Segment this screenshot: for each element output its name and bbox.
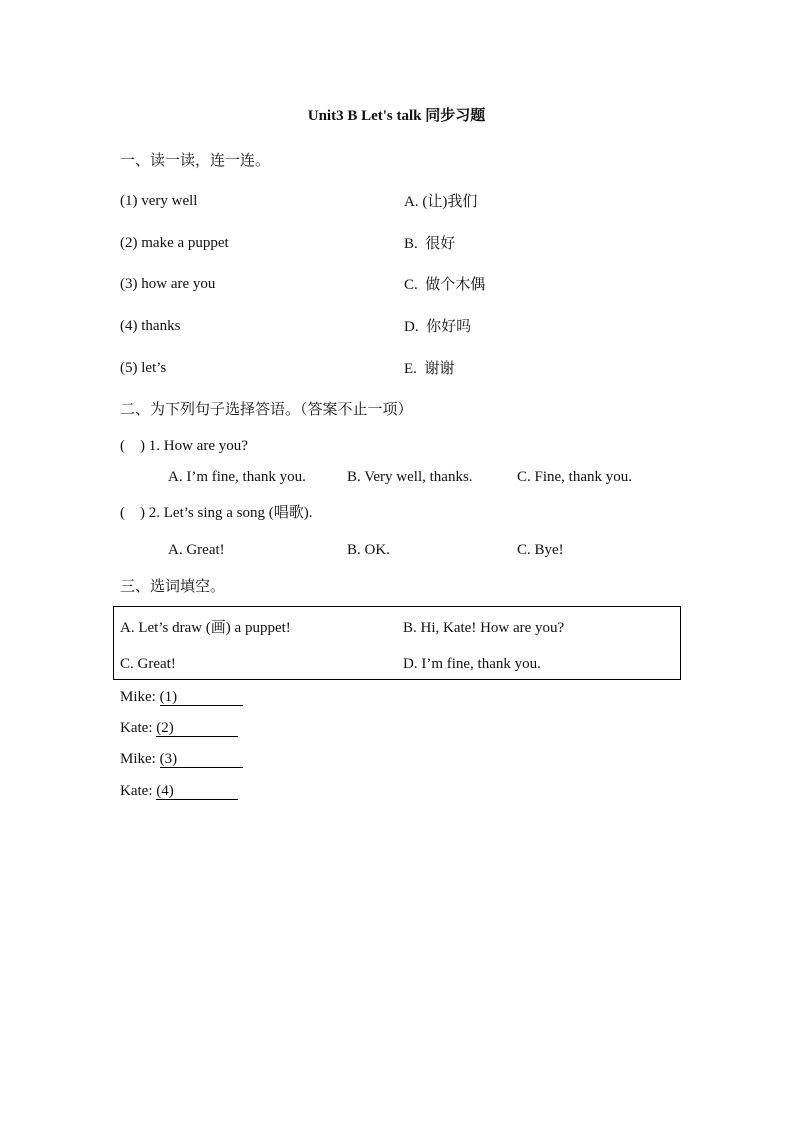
match-left-item: (1) very well	[120, 193, 198, 209]
match-right-item	[404, 192, 477, 211]
match-right-item	[404, 317, 471, 336]
blank-number: (4)	[156, 783, 174, 799]
match-right-letter: D.	[404, 319, 419, 335]
question-text: 2. Let’s sing a song (唱歌).	[148, 505, 313, 521]
match-right-letter: E.	[404, 361, 417, 377]
option-b: B. Very well, thanks.	[347, 469, 473, 485]
match-right-text: 做个木偶	[425, 275, 486, 293]
answer-blank[interactable]	[160, 688, 243, 706]
word-bank-item: C. Great!	[120, 656, 176, 672]
match-right-item	[404, 359, 454, 378]
question-1	[120, 437, 248, 455]
option-c: C. Bye!	[517, 542, 564, 558]
speaker-label: Mike:	[120, 751, 156, 767]
option-c: C. Fine, thank you.	[517, 469, 632, 485]
match-right-text: 很好	[425, 234, 456, 252]
dialogue-line	[120, 782, 238, 800]
word-bank-box	[113, 606, 681, 680]
word-bank-item: A. Let’s draw (画) a puppet!	[120, 620, 291, 636]
answer-blank[interactable]	[156, 719, 238, 737]
speaker-label: Kate:	[120, 720, 153, 736]
match-left-item: (4) thanks	[120, 318, 181, 334]
option-a: A. I’m fine, thank you.	[168, 469, 306, 485]
match-left-item: (5) let’s	[120, 360, 167, 376]
match-right-item	[404, 234, 455, 253]
match-right-item	[404, 275, 485, 294]
answer-blank[interactable]	[156, 782, 238, 800]
match-right-text: 谢谢	[424, 359, 455, 377]
section1-heading: 一、读一读，连一连。	[120, 151, 271, 169]
answer-paren[interactable]: ( )	[120, 438, 145, 454]
dialogue-line	[120, 750, 243, 768]
match-right-text: 我们	[447, 192, 478, 210]
blank-number: (2)	[156, 720, 174, 736]
question-text: 1. How are you?	[148, 438, 248, 454]
blank-number: (3)	[159, 751, 178, 767]
match-left-item: (2) make a puppet	[120, 235, 229, 251]
section2-heading: 二、为下列句子选择答语。（答案不止一项）	[120, 400, 413, 418]
option-a: A. Great!	[168, 542, 225, 558]
dialogue-line	[120, 719, 238, 737]
speaker-label: Mike:	[120, 689, 156, 705]
match-left-item: (3) how are you	[120, 276, 216, 292]
dialogue-line	[120, 688, 243, 706]
match-right-letter: B.	[404, 236, 418, 252]
blank-number: (1)	[159, 689, 178, 705]
answer-blank[interactable]	[160, 750, 243, 768]
speaker-label: Kate:	[120, 783, 153, 799]
answer-paren[interactable]: ( )	[120, 505, 145, 521]
page-title: Unit3 B Let's talk 同步习题	[307, 108, 486, 124]
word-bank-item: D. I’m fine, thank you.	[403, 656, 541, 672]
section3-heading: 三、选词填空。	[120, 577, 226, 595]
match-right-letter: C.	[404, 277, 418, 293]
word-bank-item: B. Hi, Kate! How are you?	[403, 620, 565, 636]
match-right-text: 你好吗	[426, 317, 472, 335]
question-2	[120, 504, 312, 522]
option-b: B. OK.	[347, 542, 390, 558]
match-right-letter: A. (让)	[404, 194, 448, 210]
